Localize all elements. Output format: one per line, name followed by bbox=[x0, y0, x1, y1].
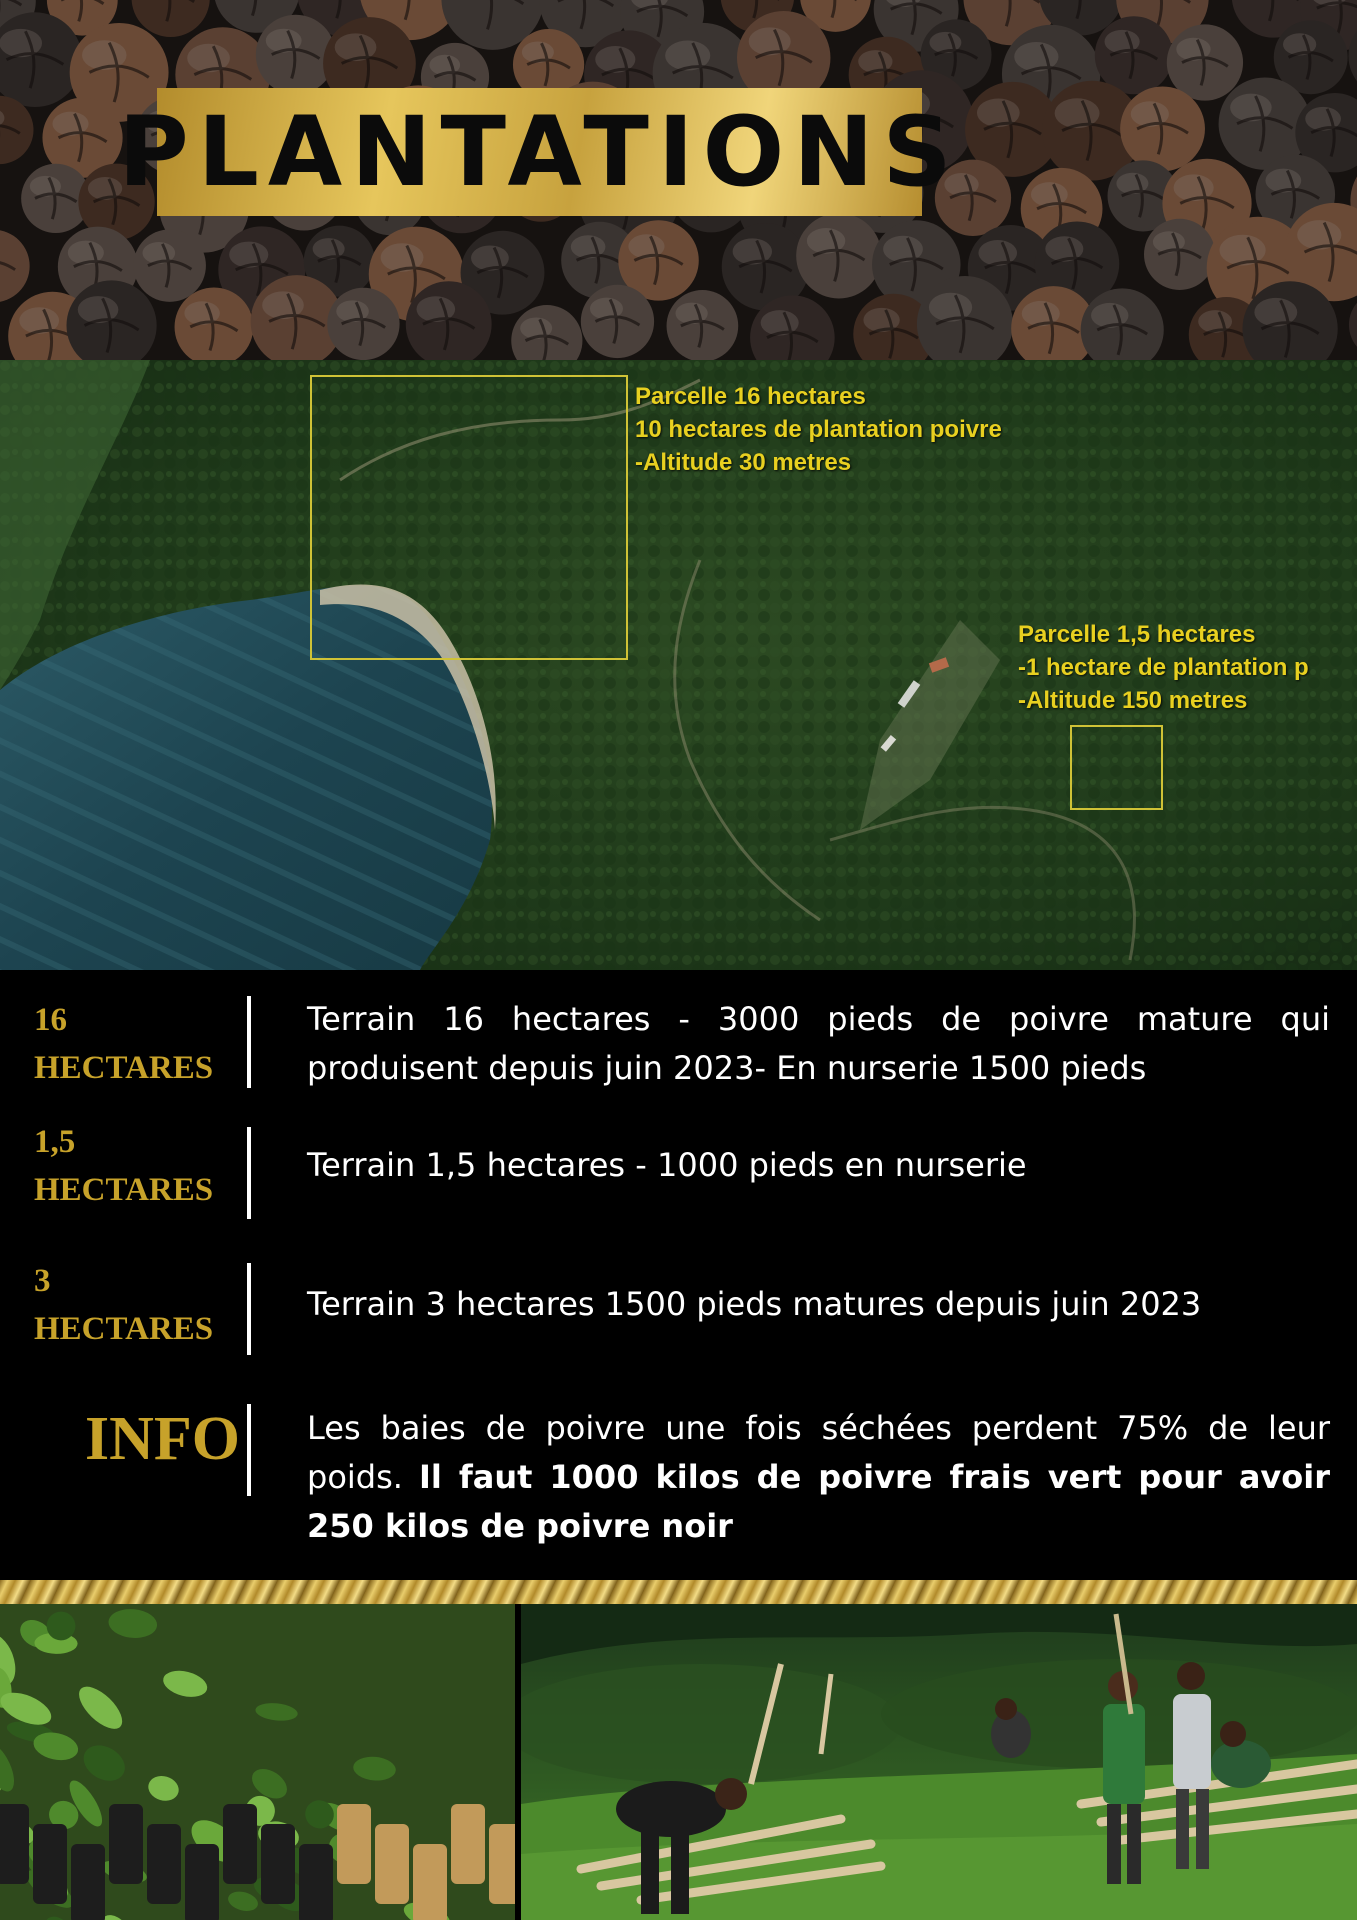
hectare-label bbox=[34, 1257, 213, 1353]
parcel-1-5ha-label-line: Parcelle 1,5 hectares bbox=[1018, 621, 1256, 648]
hectare-unit: HECTARES bbox=[34, 1172, 214, 1208]
nursery-seedlings-photo bbox=[0, 1604, 515, 1920]
info-text-bold: Il faut 1000 kilos de poivre frais vert pour avoir 250 kilos de poivre noir bbox=[307, 1458, 1330, 1545]
hectare-value: 1,5 bbox=[34, 1124, 76, 1160]
detail-row-16ha bbox=[0, 996, 1357, 1096]
hectare-value: 16 bbox=[34, 1002, 67, 1038]
row-divider bbox=[247, 1127, 251, 1219]
plantation-details bbox=[0, 970, 1357, 1580]
hectare-label bbox=[34, 1118, 213, 1214]
workers-clearing-field-photo bbox=[521, 1604, 1357, 1920]
row-description: Terrain 16 hectares - 3000 pieds de poivre mature qui produisent depuis juin 2023- En nurserie 1500 pieds bbox=[307, 1000, 1330, 1087]
parcel-1-5ha-label-line: -Altitude 150 metres bbox=[1018, 687, 1248, 714]
row-divider bbox=[247, 1263, 251, 1355]
parcel-16ha-label bbox=[635, 380, 1002, 479]
info-label: INFO bbox=[85, 1405, 240, 1473]
parcel-1-5ha-label-line: -1 hectare de plantation p bbox=[1018, 654, 1309, 681]
bottom-photos bbox=[0, 1604, 1357, 1920]
hectare-unit: HECTARES bbox=[34, 1050, 214, 1086]
satellite-map bbox=[0, 360, 1357, 970]
row-description: Terrain 3 hectares 1500 pieds matures depuis juin 2023 bbox=[307, 1285, 1202, 1323]
row-divider bbox=[247, 1404, 251, 1496]
parcel-16ha-label-line: -Altitude 30 metres bbox=[635, 449, 852, 476]
parcel-16ha-label-line: Parcelle 16 hectares bbox=[635, 383, 866, 410]
page-title: PLANTATIONS bbox=[118, 96, 961, 208]
info-description bbox=[307, 1404, 1330, 1551]
info-text-regular: Les baies de poivre une fois séchées perdent 75% de leur poids. bbox=[307, 1409, 1330, 1496]
row-description: Terrain 1,5 hectares - 1000 pieds en nurserie bbox=[307, 1146, 1027, 1184]
hectare-unit: HECTARES bbox=[34, 1311, 214, 1347]
gold-foil-divider bbox=[0, 1580, 1357, 1604]
parcel-16ha-label-line: 10 hectares de plantation poivre bbox=[635, 416, 1002, 443]
hectare-value: 3 bbox=[34, 1263, 51, 1299]
detail-row-1-5ha bbox=[0, 1118, 1357, 1218]
header-banner bbox=[0, 0, 1357, 360]
info-row bbox=[0, 1404, 1357, 1564]
hectare-label bbox=[34, 996, 213, 1092]
detail-row-3ha bbox=[0, 1257, 1357, 1357]
row-divider bbox=[247, 996, 251, 1088]
title-plate bbox=[118, 88, 961, 216]
parcel-1-5ha-label bbox=[1018, 618, 1309, 717]
